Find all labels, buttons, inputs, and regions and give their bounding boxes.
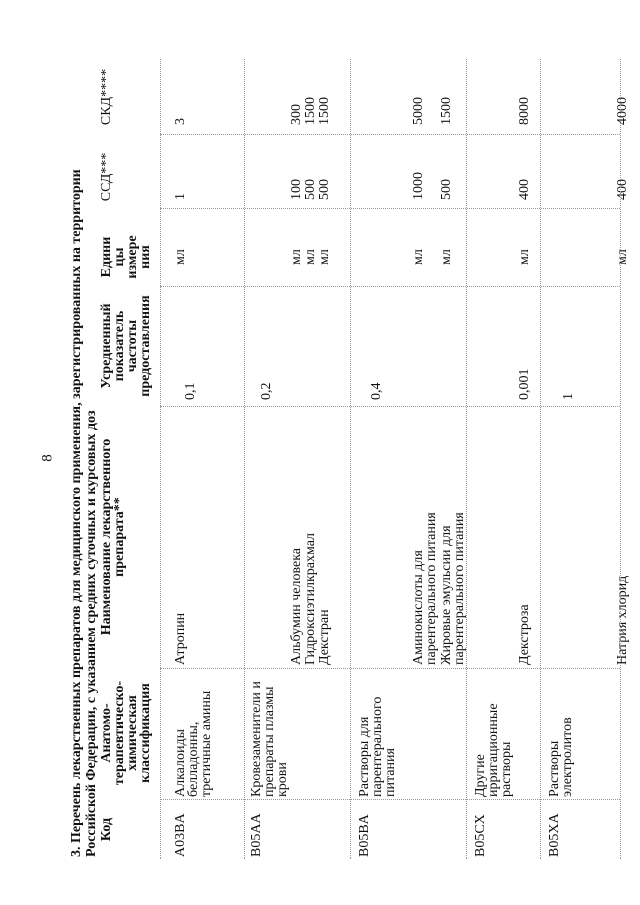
drug-name: Аминокислоты для: [411, 550, 426, 665]
unit: мл: [517, 249, 532, 265]
ssd-value: 1000: [411, 172, 426, 200]
column-separator: [160, 668, 620, 669]
table-title-line-2: Российской Федерации, с указанием средних суточных и курсовых доз: [84, 410, 99, 857]
ssd-value: 400: [517, 179, 532, 200]
atc-classification: Кровезаменители и: [249, 681, 264, 797]
ssd-value: 500: [303, 179, 318, 200]
atc-classification: Другие: [473, 754, 488, 797]
header-atc-2: терапевтическо-: [112, 680, 127, 786]
atc-code: B05XA: [547, 813, 562, 857]
atc-code: B05AA: [249, 813, 264, 857]
skd-value: 1500: [317, 97, 332, 125]
atc-classification: электролитов: [560, 717, 575, 797]
skd-value: 5000: [411, 97, 426, 125]
header-freq-3: частоты: [125, 319, 140, 373]
column-separator: [160, 799, 620, 800]
ssd-value: 500: [317, 179, 332, 200]
header-atc-3: химическая: [125, 695, 140, 771]
column-separator: [160, 286, 620, 287]
column-separator: [160, 406, 620, 407]
row-separator: [244, 59, 245, 859]
skd-value: 1500: [439, 97, 454, 125]
atc-classification: крови: [275, 762, 290, 797]
header-unit-3: измере: [125, 235, 140, 279]
header-drug-1: Наименование лекарственного: [99, 438, 114, 636]
header-unit-2: цы: [112, 247, 127, 267]
atc-classification: растворы: [499, 741, 514, 797]
drug-name: Альбумин человека: [289, 547, 304, 665]
header-freq-4: предоставления: [138, 295, 153, 397]
ssd-value: 100: [289, 179, 304, 200]
column-separator: [160, 208, 620, 209]
group-frequency: 0,2: [259, 382, 274, 400]
row-separator: [350, 59, 351, 859]
atc-classification: третичные амины: [199, 690, 214, 797]
atc-code: A03BA: [173, 813, 188, 857]
atc-code: B05CX: [473, 814, 488, 857]
atc-classification: препараты плазмы: [262, 686, 277, 797]
atc-classification: Алкалоиды: [173, 728, 188, 797]
row-separator: [540, 59, 541, 859]
skd-value: 1500: [303, 97, 318, 125]
unit: мл: [303, 249, 318, 265]
unit: мл: [317, 249, 332, 265]
skd-value: 4000: [615, 97, 630, 125]
unit: мл: [289, 249, 304, 265]
row-separator: [160, 59, 161, 859]
drug-name: парентерального питания: [452, 512, 467, 665]
drug-name: Декстроза: [517, 604, 532, 665]
skd-value: 3: [173, 118, 188, 125]
atc-classification: парентерального: [370, 696, 385, 797]
row-separator: [620, 59, 621, 859]
atc-code: B05BA: [357, 814, 372, 857]
atc-classification: белладонны,: [186, 721, 201, 797]
ssd-value: 500: [439, 179, 454, 200]
drug-name: Декстран: [317, 609, 332, 665]
column-separator: [160, 134, 620, 135]
drug-name: Жировые эмульсии для: [439, 525, 454, 665]
atc-classification: Растворы: [547, 740, 562, 797]
unit: мл: [439, 249, 454, 265]
drug-name: Натрия хлорид: [615, 575, 630, 665]
header-drug-2: препарата**: [112, 497, 127, 577]
header-unit-4: ния: [138, 245, 153, 269]
header-ssd: ССД***: [99, 152, 114, 202]
row-separator: [466, 59, 467, 859]
drug-name: Гидроксиэтилкрахмал: [303, 532, 318, 665]
ssd-value: 1: [173, 193, 188, 200]
header-skd: СКД****: [99, 68, 114, 126]
header-freq-1: Усредненный: [99, 303, 114, 389]
atc-classification: питания: [383, 748, 398, 797]
header-unit-1: Едини: [99, 236, 114, 278]
page-number: 8: [39, 454, 56, 462]
skd-value: 300: [289, 104, 304, 125]
ssd-value: 400: [615, 179, 630, 200]
skd-value: 8000: [517, 97, 532, 125]
unit: мл: [173, 249, 188, 265]
header-atc-1: Анатомо-: [99, 703, 114, 763]
table-title-line-1: 3. Перечень лекарственных препаратов для медицинского применения, зарегистрированных на территории: [69, 169, 84, 857]
group-frequency: 0,4: [369, 382, 384, 400]
header-code: Код: [99, 817, 114, 842]
unit: мл: [411, 249, 426, 265]
unit: мл: [615, 249, 630, 265]
atc-classification: ирригационные: [486, 703, 501, 797]
group-frequency: 1: [561, 393, 576, 400]
header-freq-2: показатель: [112, 310, 127, 382]
atc-classification: Растворы для: [357, 716, 372, 797]
drug-name: парентерального питания: [424, 512, 439, 665]
drug-name: Атропин: [173, 612, 188, 665]
group-frequency: 0,1: [183, 382, 198, 400]
header-atc-4: классификация: [138, 683, 153, 783]
drug-frequency: 0,001: [517, 368, 532, 400]
